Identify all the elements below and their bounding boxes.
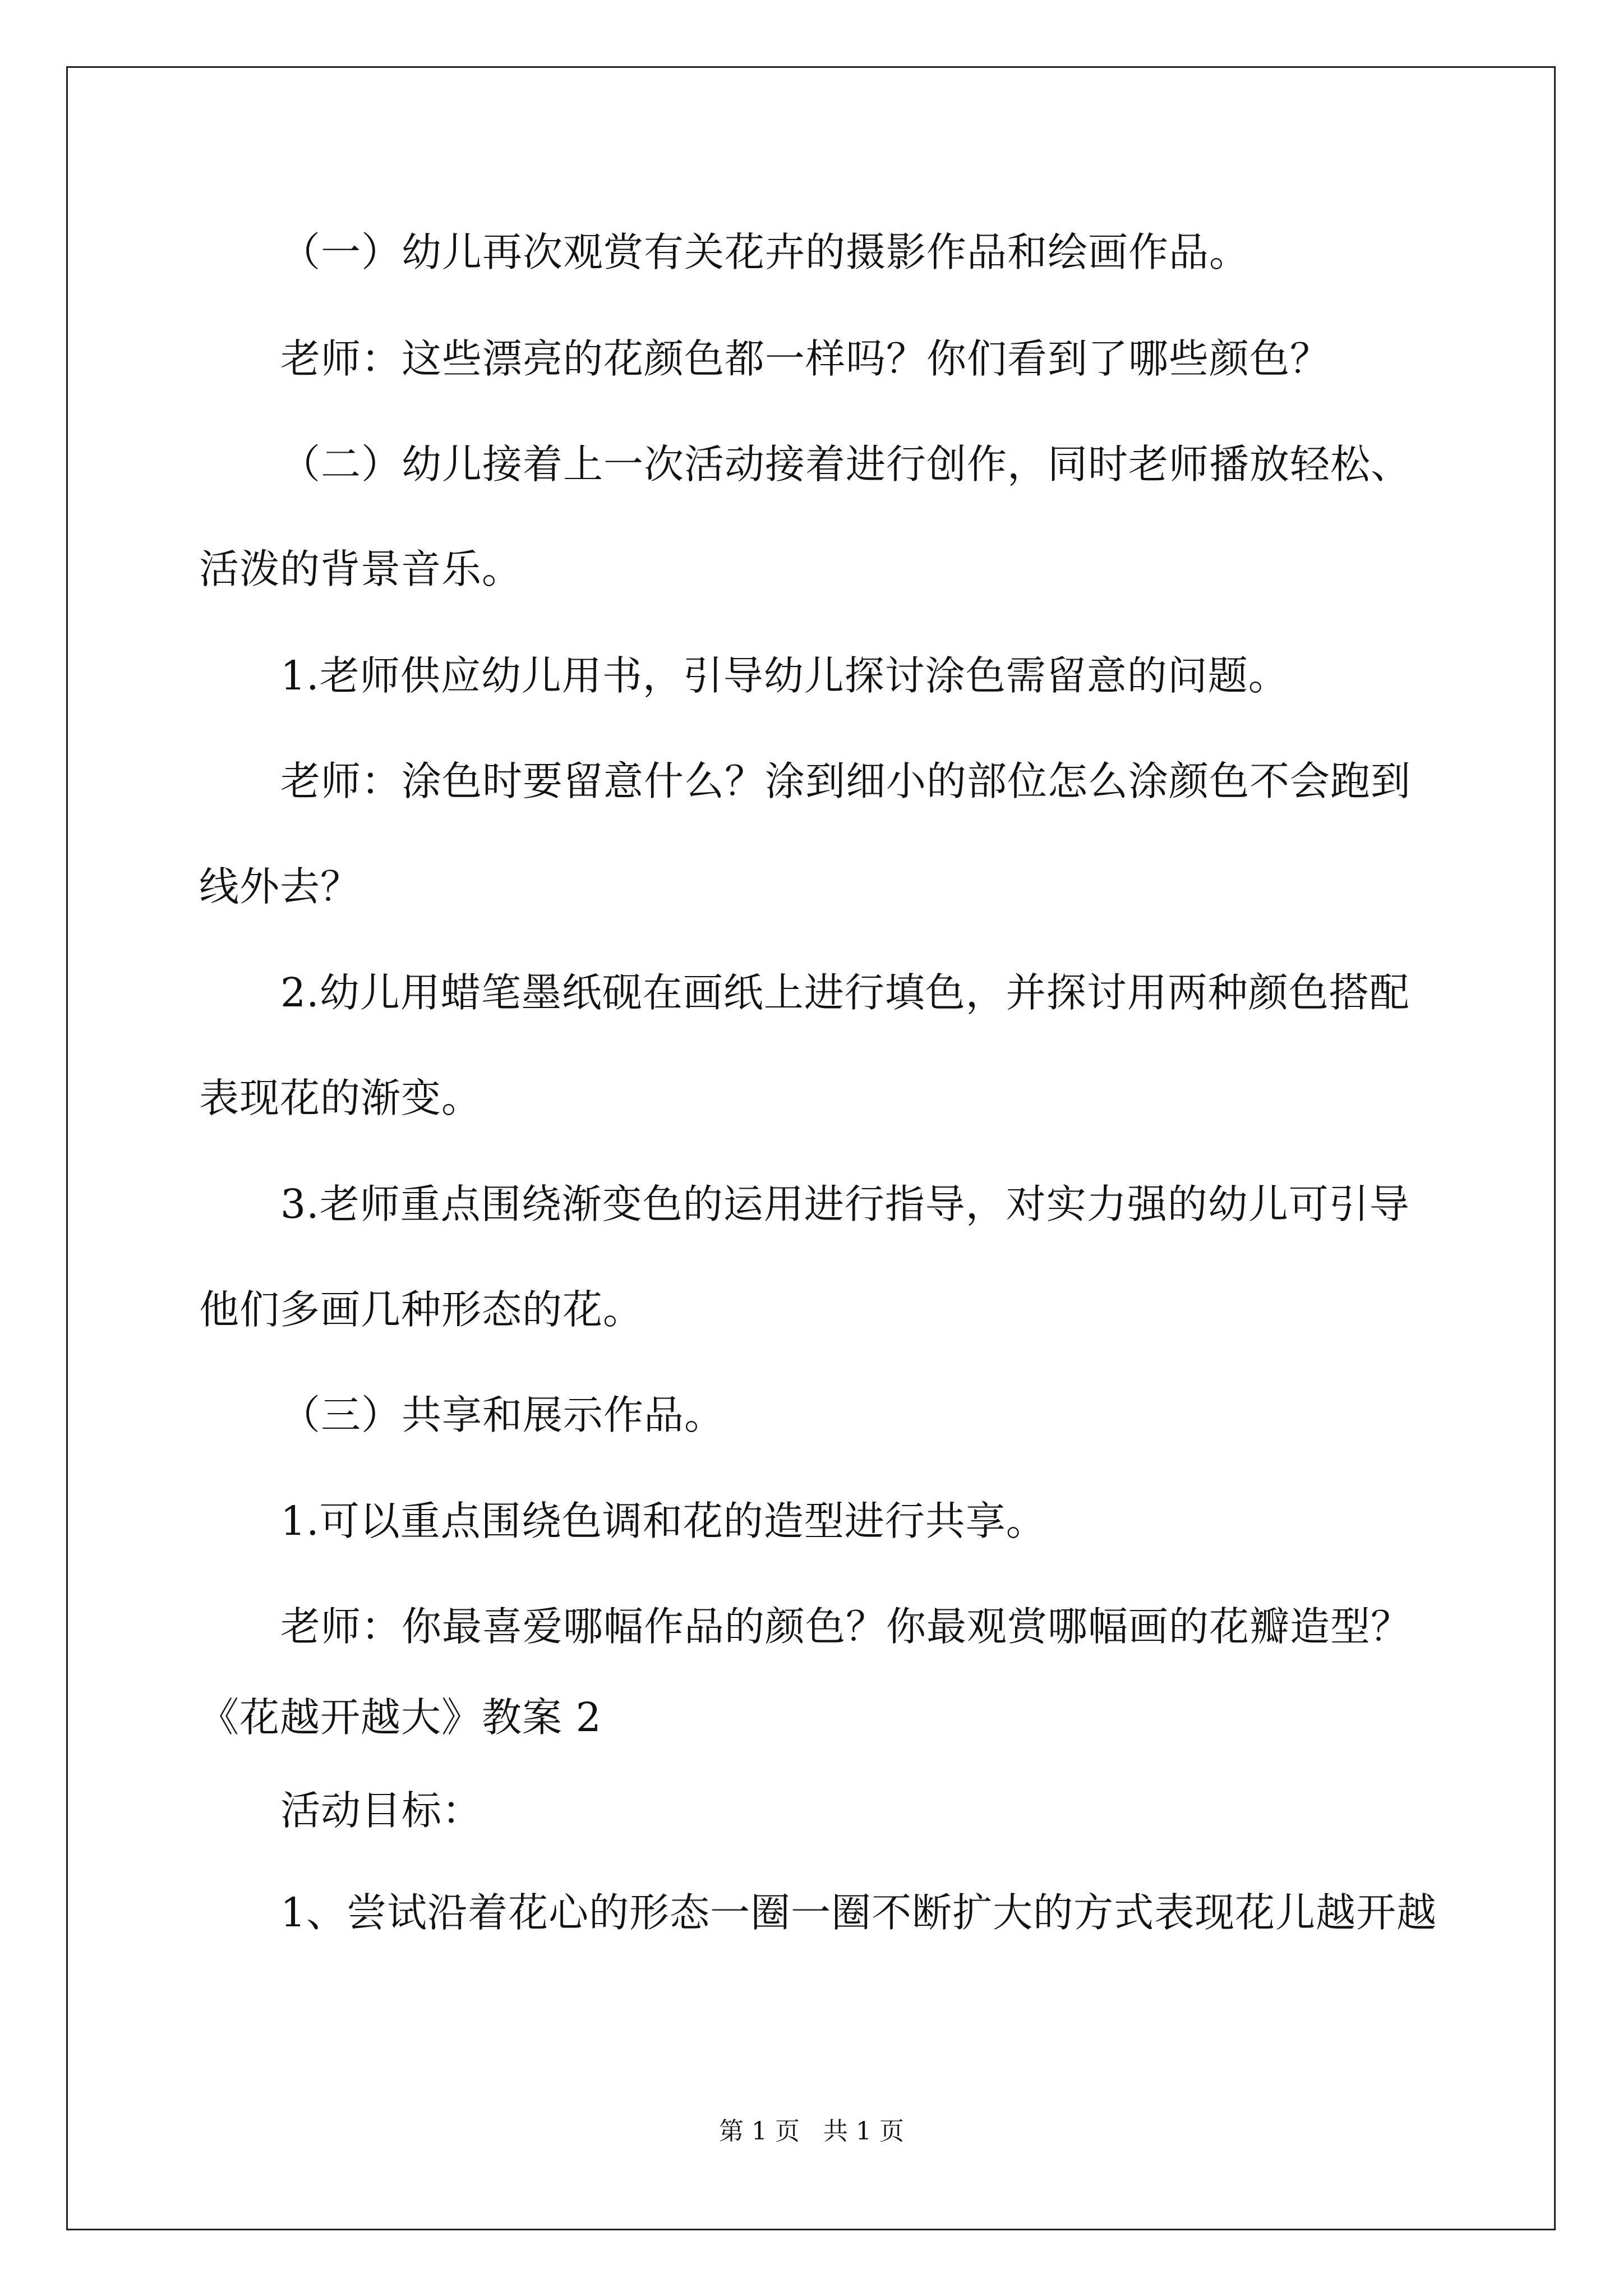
text-line: 2.幼儿用蜡笔墨纸砚在画纸上进行填色，并探讨用两种颜色搭配 [280, 969, 1410, 1016]
text-line: 老师：这些漂亮的花颜色都一样吗？你们看到了哪些颜色？ [280, 335, 1331, 382]
text-line: 表现花的渐变。 [199, 1075, 482, 1121]
text-line: 老师：涂色时要留意什么？涂到细小的部位怎么涂颜色不会跑到 [280, 758, 1412, 804]
text-line: 活泼的背景音乐。 [199, 546, 523, 592]
text-line: 1.老师供应幼儿用书，引导幼儿探讨涂色需留意的问题。 [280, 652, 1289, 699]
text-line: 活动目标： [280, 1787, 483, 1834]
text-line: 老师：你最喜爱哪幅作品的颜色？你最观赏哪幅画的花瓣造型？ [280, 1603, 1412, 1650]
text-line: （一）幼儿再次观赏有关花卉的摄影作品和绘画作品。 [280, 229, 1250, 275]
text-line: （二）幼儿接着上一次活动接着进行创作，同时老师播放轻松、 [280, 441, 1412, 487]
text-line: 3.老师重点围绕渐变色的运用进行指导，对实力强的幼儿可引导 [280, 1181, 1410, 1227]
text-line: 他们多画几种形态的花。 [199, 1286, 644, 1333]
text-line: 线外去？ [199, 863, 361, 910]
text-line: 1、尝试沿着花心的形态一圈一圈不断扩大的方式表现花儿越开越 [280, 1889, 1437, 1936]
text-line: 1.可以重点围绕色调和花的造型进行共享。 [280, 1498, 1046, 1544]
page-footer: 第 1 页 共 1 页 [719, 2117, 904, 2146]
text-line: （三）共享和展示作品。 [280, 1392, 725, 1438]
section-heading: 《花越开越大》教案 2 [199, 1694, 602, 1741]
